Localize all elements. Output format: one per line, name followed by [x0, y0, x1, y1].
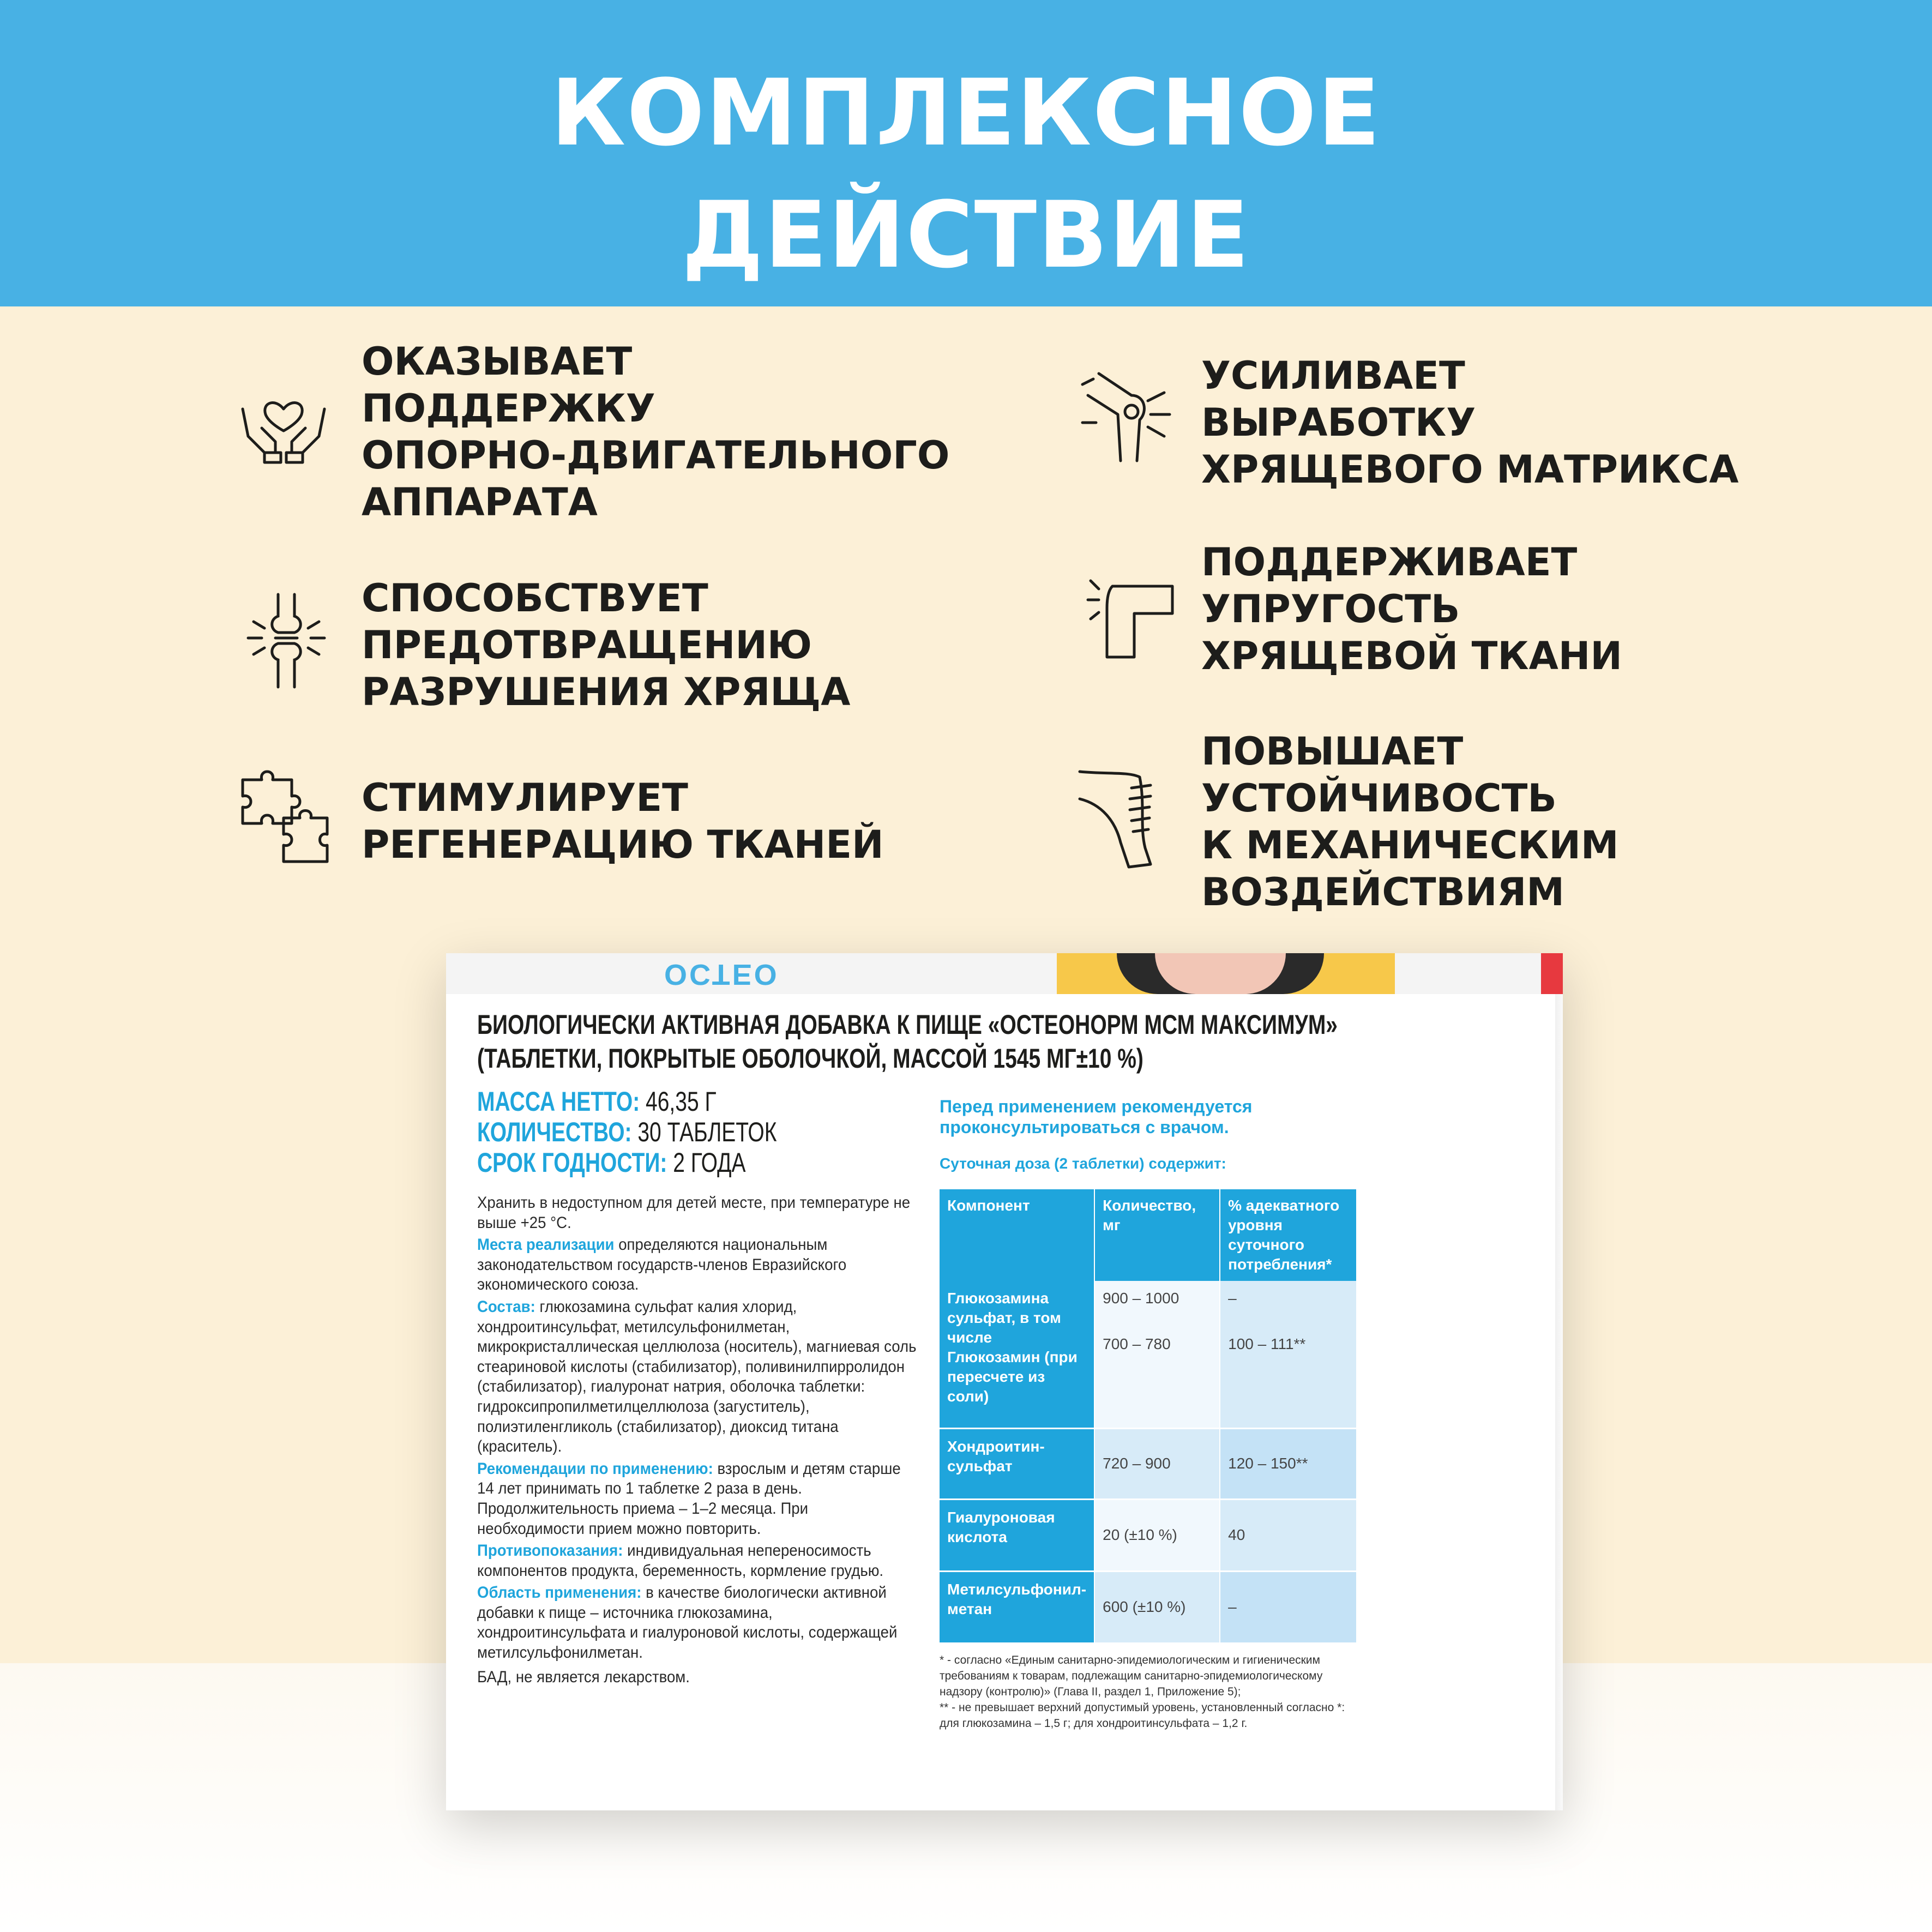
table-row: Глюкозамина сульфат, в том числе Глюкозамин (при пересчете из соли) 900 – 1000 700 – 780 – 100 – 111**: [940, 1281, 1357, 1428]
footnotes: [940, 1652, 1365, 1731]
title-line-1: КОМПЛЕКСНОЕ: [550, 59, 1381, 166]
box-top-strip: [446, 953, 1563, 994]
spec-quantity: КОЛИЧЕСТВО: 30 ТАБЛЕТОК: [477, 1117, 777, 1147]
product-title: БИОЛОГИЧЕСКИ АКТИВНАЯ ДОБАВКА К ПИЩЕ «ОСТЕОНОРМ МСМ МАКСИМУМ» (ТАБЛЕТКИ, ПОКРЫТЫЕ ОБОЛОЧКОЙ, МАССОЙ 1545 МГ±10 %): [477, 1009, 1338, 1074]
bandaged-leg-icon: [1069, 761, 1183, 875]
section-application: Область применения: в качестве биологически активной добавки к пище – источника глюкозамина, хондроитинсульфата и гиалуроновой кислоты, содержащей метилсульфонилметан.: [477, 1584, 898, 1662]
benefit-matrix-text: УСИЛИВАЕТ ВЫРАБОТКУ ХРЯЩЕВОГО МАТРИКСА: [1201, 353, 1739, 492]
benefit-resistance-text: ПОВЫШАЕТ УСТОЙЧИВОСТЬ К МЕХАНИЧЕСКИМ ВОЗДЕЙСТВИЯМ: [1201, 729, 1619, 914]
benefit-regeneration-text: СТИМУЛИРУЕТ РЕГЕНЕРАЦИЮ ТКАНЕЙ: [362, 775, 884, 867]
section-composition: Состав: глюкозамина сульфат калия хлорид, хондроитинсульфат, метилсульфонилметан, микрокристаллическая целлюлоза (носитель), магниевая соль стеариновой кислоты (стабилизатор), поливинилпирролидон (стабилизатор), гиалуронат натрия, оболочка таблетки: гидроксипропилметилцеллюлоза (загуститель), полиэтиленгликоль (стабилизатор), диоксид титана (краситель).: [477, 1297, 917, 1456]
product-description: [477, 1193, 919, 1689]
section-recommendations: Рекомендации по применению: взрослым и детям старше 14 лет принимать по 1 таблетке 2 раза в день. Продолжительность приема – 1–2 месяца. При необходимости прием можно повторить.: [477, 1459, 901, 1538]
benefit-cartilage-text: СПОСОБСТВУЕТ ПРЕДОТВРАЩЕНИЮ РАЗРУШЕНИЯ ХРЯЩА: [362, 576, 851, 714]
box-logo: ОСТЕО: [664, 958, 779, 991]
benefit-elasticity-text: ПОДДЕРЖИВАЕТ УПРУГОСТЬ ХРЯЩЕВОЙ ТКАНИ: [1201, 540, 1622, 678]
table-row: Хондроитин-сульфат 720 – 900 120 – 150**: [940, 1428, 1357, 1499]
section-sales: Места реализации определяются национальным законодательством государств-членов Евразийского экономического союза.: [477, 1236, 847, 1294]
spec-net-mass: МАССА НЕТТО: 46,35 Г: [477, 1086, 717, 1117]
consult-note: Перед применением рекомендуется проконсультироваться с врачом.: [940, 1097, 1253, 1137]
table-header-row: Компонент Количество, мг % адекватного уровня суточного потребления*: [940, 1189, 1357, 1281]
not-drug-text: БАД, не является лекарством.: [477, 1668, 690, 1686]
section-contraindications: Противопоказания: индивидуальная непереносимость компонентов продукта, беременность, кормление грудью.: [477, 1542, 884, 1580]
hands-heart-icon: [232, 371, 335, 474]
puzzle-icon: [232, 763, 335, 867]
table-row: Метилсульфонил-метан 600 (±10 %) –: [940, 1571, 1357, 1643]
table-row: Гиалуроновая кислота 20 (±10 %) 40: [940, 1499, 1357, 1571]
daily-dose-label: Суточная доза (2 таблетки) содержит:: [940, 1155, 1226, 1172]
knee-pain-icon: [1077, 363, 1181, 466]
title-line-2: ДЕЙСТВИЕ: [682, 182, 1250, 288]
nutrition-table: [940, 1189, 1357, 1644]
bent-joint-icon: [1080, 564, 1183, 668]
header-banner: [0, 0, 1932, 306]
spec-shelf-life: СРОК ГОДНОСТИ: 2 ГОДА: [477, 1147, 746, 1178]
product-box: [446, 953, 1563, 1810]
footnote-2: ** - не превышает верхний допустимый уровень, установленный согласно *: для глюкозамина – 1,5 г; для хондроитинсульфата – 1,2 г.: [940, 1701, 1345, 1730]
storage-text: Хранить в недоступном для детей месте, при температуре не выше +25 °C.: [477, 1194, 911, 1232]
knee-joint-icon: [234, 589, 338, 693]
benefit-support-text: ОКАЗЫВАЕТ ПОДДЕРЖКУ ОПОРНО-ДВИГАТЕЛЬНОГО АППАРАТА: [362, 339, 950, 525]
footnote-1: * - согласно «Единым санитарно-эпидемиологическим и гигиеническим требованиям к товарам, подлежащим санитарно-эпидемиологическому надзору (контролю)» (Глава II, раздел 1, Приложение 5);: [940, 1654, 1323, 1698]
page-title: [0, 52, 1932, 296]
